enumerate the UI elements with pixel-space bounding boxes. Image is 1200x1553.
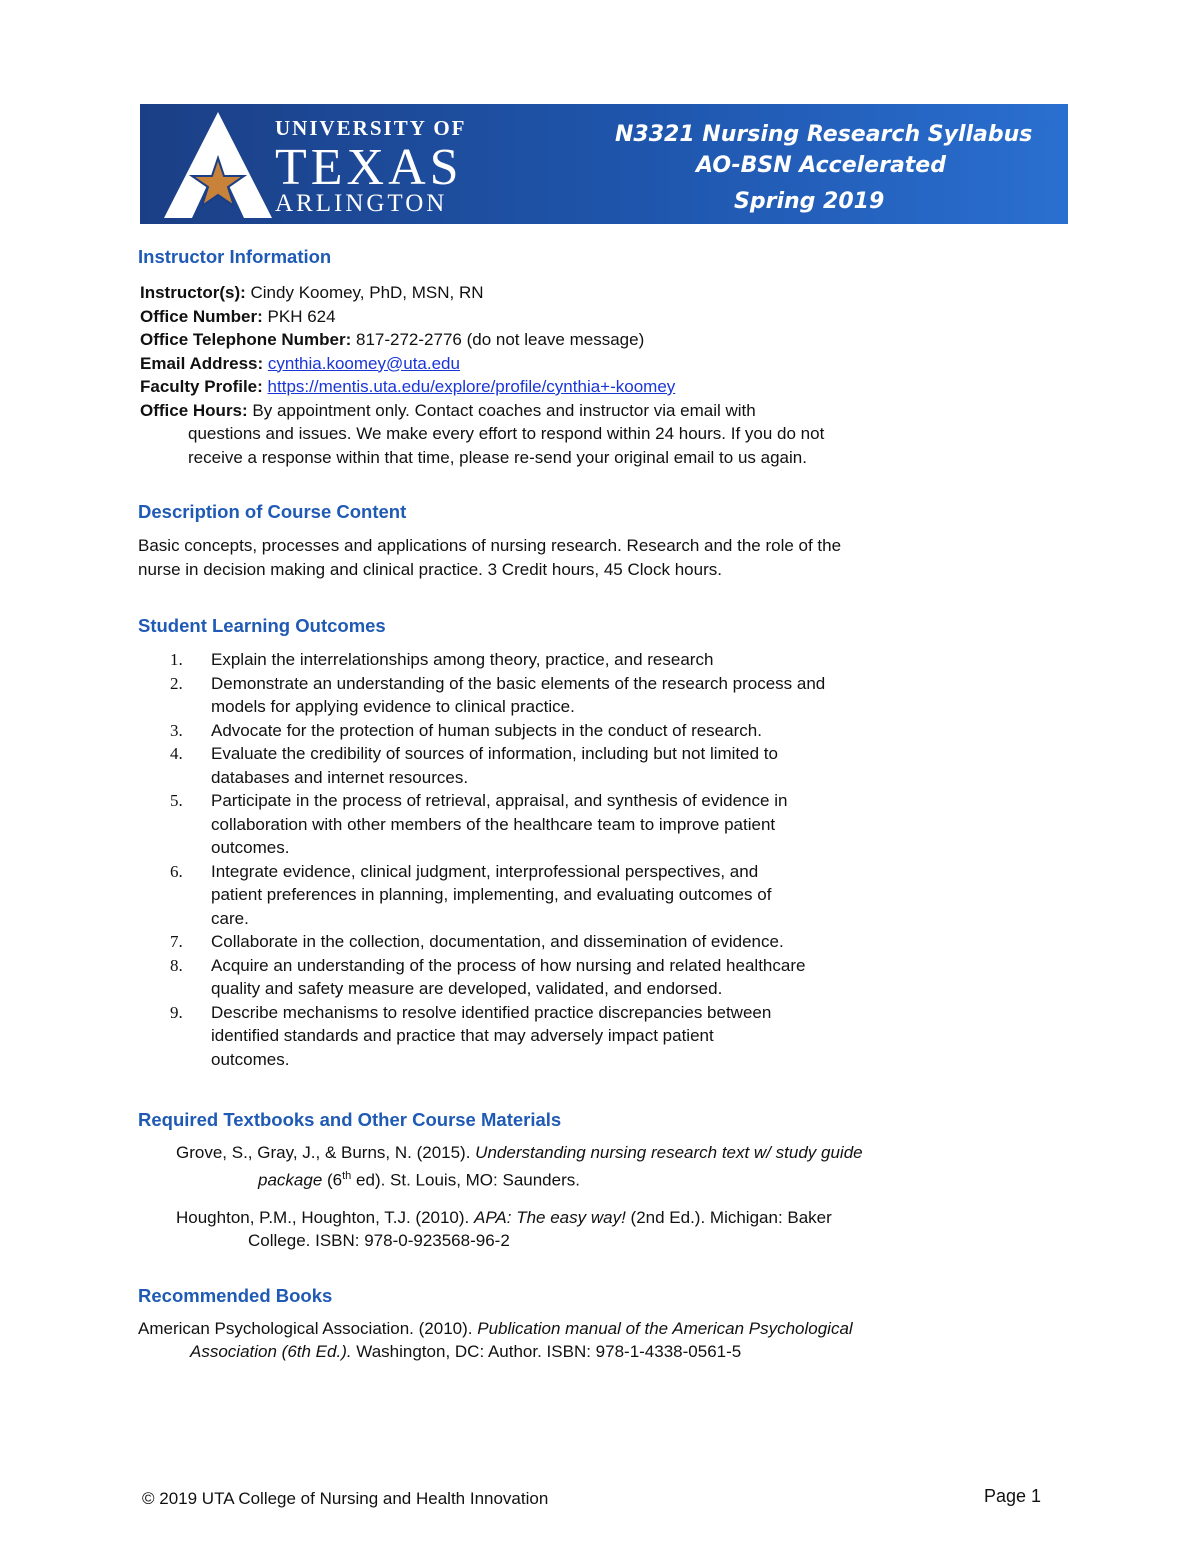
office-label: Office Number: — [140, 306, 263, 326]
rec-title: Publication manual of the American Psychological — [477, 1318, 853, 1338]
rec-authors: American Psychological Association. (2010). — [138, 1318, 478, 1338]
outcome-number: 1. — [170, 650, 183, 669]
phone-row — [140, 328, 1058, 352]
outcome-text-line: Integrate evidence, clinical judgment, interprofessional perspectives, and — [211, 861, 759, 881]
description-text — [138, 534, 1058, 581]
rec-publisher: Washington, DC: Author. ISBN: 978-1-4338-0561-5 — [351, 1342, 742, 1362]
instructor-value: Cindy Koomey, PhD, MSN, RN — [245, 283, 484, 302]
outcome-number: 4. — [170, 744, 183, 763]
outcome-item — [138, 860, 1058, 931]
outcome-item — [138, 930, 1058, 954]
outcome-item — [138, 1001, 1058, 1072]
textbook-reference-2 — [176, 1206, 1058, 1253]
outcome-text-line: patient preferences in planning, implementing, and evaluating outcomes of — [211, 885, 772, 904]
outcome-text-line: Acquire an understanding of the process of how nursing and related healthcare — [211, 955, 806, 975]
outcome-item — [138, 719, 1058, 743]
ref1-title: Understanding nursing research text w/ study guide — [475, 1143, 863, 1162]
outcome-number: 5. — [170, 791, 183, 810]
program-name: AO-BSN Accelerated — [696, 153, 946, 178]
outcome-text-line: Evaluate the credibility of sources of information, including but not limited to — [211, 744, 778, 763]
ref1-authors: Grove, S., Gray, J., & Burns, N. (2015). — [176, 1143, 476, 1162]
phone-label: Office Telephone Number: — [140, 330, 352, 349]
textbooks-heading: Required Textbooks and Other Course Materials — [138, 1109, 562, 1130]
description-line-1: Basic concepts, processes and applications of nursing research. Research and the role of the — [138, 536, 842, 555]
email-label: Email Address: — [140, 353, 264, 373]
outcome-text-line: Collaborate in the collection, documentation, and dissemination of evidence. — [211, 932, 784, 951]
logo-text-arlington: ARLINGTON — [275, 190, 448, 217]
hours-label: Office Hours: — [140, 400, 248, 420]
outcome-text-line: Explain the interrelationships among theory, practice, and research — [211, 650, 714, 669]
recommended-heading: Recommended Books — [138, 1284, 333, 1306]
ref1-publisher: ed). St. Louis, MO: Saunders. — [351, 1170, 580, 1190]
uta-star-logo-icon — [160, 110, 276, 220]
outcome-text-line: Participate in the process of retrieval, appraisal, and synthesis of evidence in — [211, 791, 788, 810]
outcome-number: 7. — [170, 932, 183, 951]
outcome-text-line: quality and safety measure are developed, validated, and endorsed. — [211, 979, 723, 998]
outcome-item — [138, 742, 1058, 789]
email-row — [140, 352, 1058, 376]
outcome-item — [138, 954, 1058, 1001]
outcome-text-line: outcomes. — [211, 1049, 290, 1069]
outcome-number: 6. — [170, 861, 183, 881]
description-heading: Description of Course Content — [138, 501, 407, 522]
ref2-edition: (2nd Ed.). Michigan: Baker — [625, 1207, 832, 1227]
outcome-text-line: Describe mechanisms to resolve identified practice discrepancies between — [211, 1002, 772, 1022]
outcome-number: 3. — [170, 720, 183, 740]
instructor-label: Instructor(s): — [140, 283, 246, 302]
outcome-text-line: Demonstrate an understanding of the basic elements of the research process and — [211, 673, 826, 693]
description-line-2: nurse in decision making and clinical practice. 3 Credit hours, 45 Clock hours. — [138, 559, 722, 579]
ref1-title-2: package — [258, 1170, 323, 1190]
faculty-profile-link[interactable]: https://mentis.uta.edu/explore/profile/cynthia+-koomey — [267, 377, 676, 396]
outcome-item — [138, 789, 1058, 860]
ref2-line-2: College. ISBN: 978-0-923568-96-2 — [248, 1231, 510, 1251]
hours-line-3: receive a response within that time, please re-send your original email to us again. — [188, 447, 807, 467]
ref1-sup: th — [342, 1169, 352, 1182]
hours-line-2: questions and issues. We make every effort to respond within 24 hours. If you do not — [188, 424, 825, 443]
outcome-text-line: outcomes. — [211, 838, 290, 857]
ref2-title: APA: The easy way! — [474, 1207, 626, 1227]
outcomes-list — [138, 648, 1058, 1071]
outcome-text-line: collaboration with other members of the healthcare team to improve patient — [211, 814, 776, 834]
header-banner — [140, 104, 1068, 224]
outcome-text-line: databases and internet resources. — [211, 767, 469, 787]
outcome-item — [138, 672, 1058, 719]
recommended-reference — [138, 1317, 1058, 1364]
logo-text-texas: TEXAS — [275, 139, 463, 196]
instructor-heading: Instructor Information — [138, 246, 332, 267]
outcome-number: 8. — [170, 955, 183, 975]
outcome-text-line: models for applying evidence to clinical practice. — [211, 697, 575, 716]
office-value: PKH 624 — [262, 306, 336, 326]
outcome-text-line: Advocate for the protection of human subjects in the conduct of research. — [211, 720, 762, 740]
outcome-number: 9. — [170, 1002, 183, 1022]
outcome-text-line: care. — [211, 908, 249, 928]
office-row — [140, 305, 1058, 329]
rec-title-2: Association (6th Ed.). — [190, 1342, 352, 1362]
textbook-reference-1 — [176, 1141, 1058, 1192]
email-link[interactable]: cynthia.koomey@uta.edu — [267, 353, 460, 373]
term-name: Spring 2019 — [734, 189, 885, 214]
phone-value: 817-272-2776 (do not leave message) — [351, 330, 645, 349]
hours-row — [140, 399, 1058, 423]
profile-label: Faculty Profile: — [140, 377, 263, 396]
hours-line-1: By appointment only. Contact coaches and instructor via email with — [247, 400, 756, 420]
instructor-row — [140, 281, 1058, 305]
outcome-text-line: identified standards and practice that may adversely impact patient — [211, 1026, 714, 1045]
logo-text-university-of: UNIVERSITY OF — [275, 116, 467, 140]
ref2-authors: Houghton, P.M., Houghton, T.J. (2010). — [176, 1207, 474, 1227]
profile-row — [140, 375, 1058, 399]
syllabus-title: N3321 Nursing Research Syllabus — [615, 122, 1033, 147]
outcome-item — [138, 648, 1058, 672]
ref1-edition: (6 — [322, 1170, 343, 1190]
outcomes-heading: Student Learning Outcomes — [138, 615, 386, 636]
footer-copyright: © 2019 UTA College of Nursing and Health Innovation — [142, 1489, 549, 1508]
footer-page-number: Page 1 — [984, 1486, 1042, 1506]
outcome-number: 2. — [170, 673, 183, 693]
instructor-info — [140, 281, 1058, 469]
document-body — [138, 244, 1058, 1364]
